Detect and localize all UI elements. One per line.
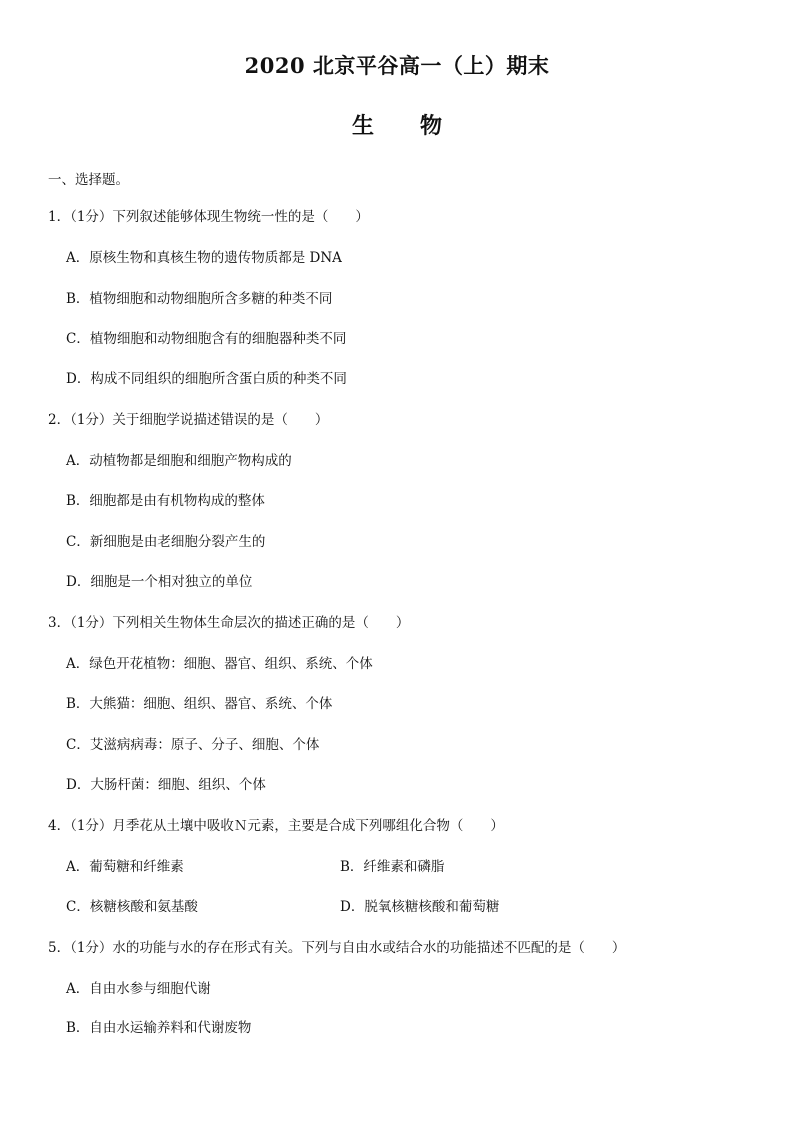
question-1-option-d: D．构成不同组织的细胞所含蛋白质的种类不同 (66, 371, 347, 387)
question-5-stem: 5．（1分）水的功能与水的存在形式有关。下列与自由水或结合水的功能描述不匹配的是（ ） (48, 940, 626, 956)
page-title: 2020 北京平谷高一（上）期末 (244, 53, 550, 78)
question-4-option-c: C．核糖核酸和氨基酸 (66, 899, 198, 915)
question-5-option-b: B．自由水运输养料和代谢废物 (66, 1020, 252, 1036)
question-2-option-a: A．动植物都是细胞和细胞产物构成的 (66, 453, 292, 469)
subject-char-2: 物 (420, 113, 443, 139)
question-2-option-c: C．新细胞是由老细胞分裂产生的 (66, 534, 266, 550)
question-5-option-a: A．自由水参与细胞代谢 (66, 981, 211, 997)
question-3-option-b: B．大熊猫：细胞、组织、器官、系统、个体 (66, 696, 333, 712)
section-heading: 一、选择题。 (48, 172, 129, 188)
subject-heading (0, 109, 794, 140)
question-1-option-b: B．植物细胞和动物细胞所含多糖的种类不同 (66, 291, 333, 307)
question-4-option-d: D．脱氧核糖核酸和葡萄糖 (340, 899, 500, 915)
question-4-stem: 4．（1分）月季花从土壤中吸收Ｎ元素，主要是合成下列哪组化合物（ ） (48, 818, 504, 834)
question-4-option-b: B．纤维素和磷脂 (340, 859, 445, 875)
question-4-option-a: A．葡萄糖和纤维素 (66, 859, 184, 875)
question-1-stem: 1．（1分）下列叙述能够体现生物统一性的是（ ） (48, 209, 369, 225)
subject-char-1: 生 (351, 113, 374, 139)
question-1-option-c: C．植物细胞和动物细胞含有的细胞器种类不同 (66, 331, 347, 347)
question-3-option-c: C．艾滋病病毒：原子、分子、细胞、个体 (66, 737, 320, 753)
question-3-option-d: D．大肠杆菌：细胞、组织、个体 (66, 777, 266, 793)
question-3-stem: 3．（1分）下列相关生物体生命层次的描述正确的是（ ） (48, 615, 410, 631)
question-2-option-d: D．细胞是一个相对独立的单位 (66, 574, 253, 590)
question-2-option-b: B．细胞都是由有机物构成的整体 (66, 493, 265, 509)
question-1-option-a: A．原核生物和真核生物的遗传物质都是 DNA (66, 250, 342, 266)
question-2-stem: 2．（1分）关于细胞学说描述错误的是（ ） (48, 412, 329, 428)
question-3-option-a: A．绿色开花植物：细胞、器官、组织、系统、个体 (66, 656, 373, 672)
